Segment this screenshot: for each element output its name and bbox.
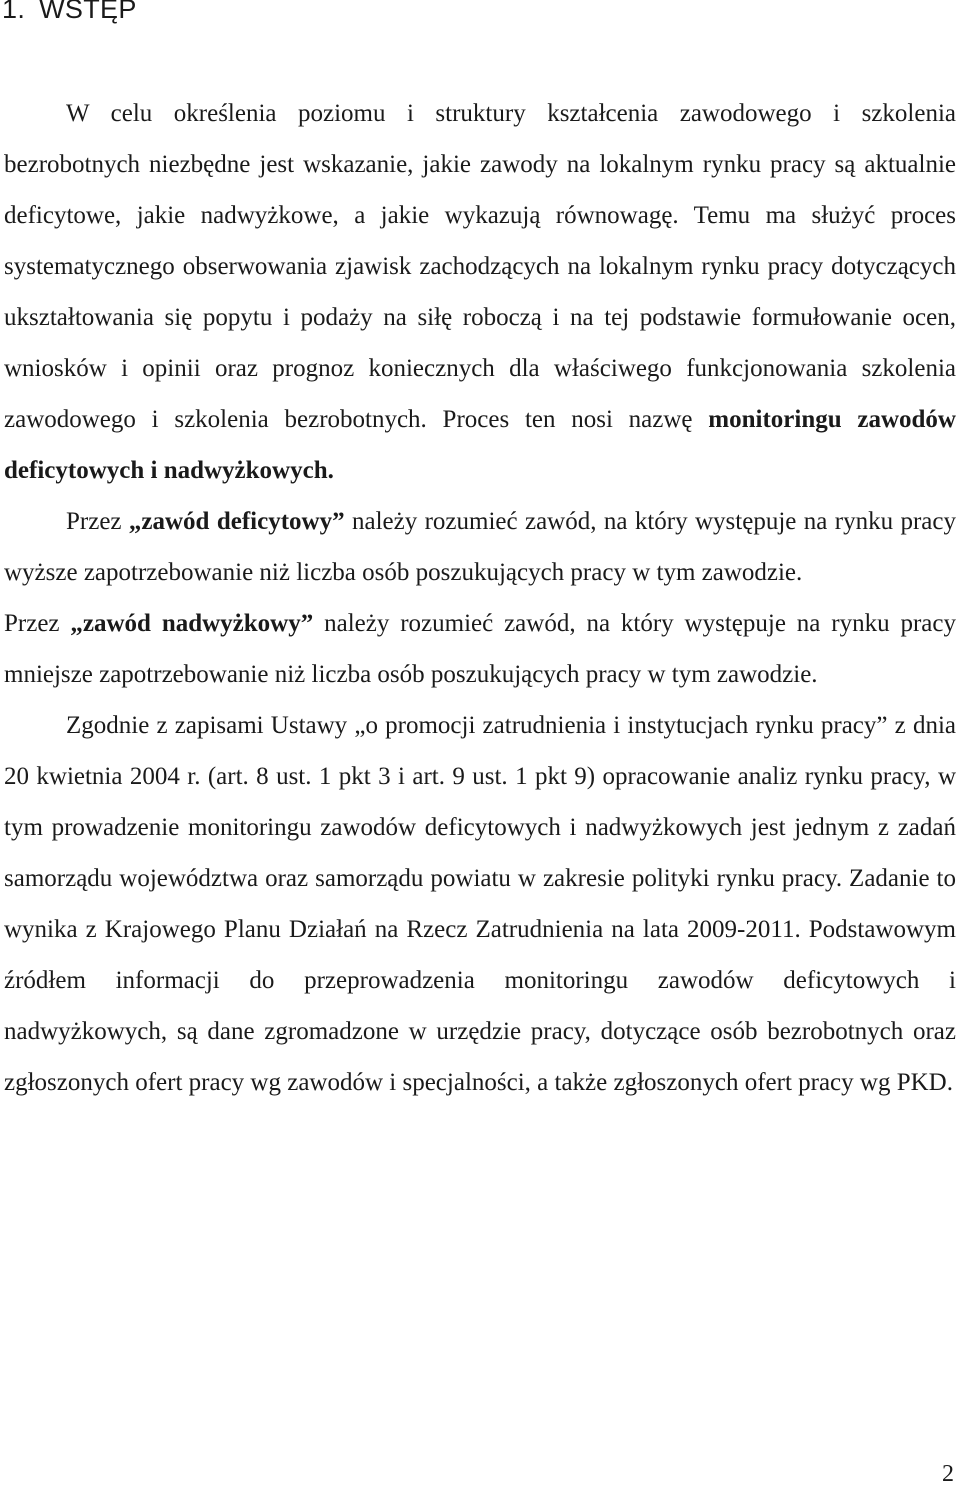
surplus-lead-text: Przez [4, 610, 71, 637]
deficit-definition-text: należy rozumieć zawód, na który występuje na rynku pracy wyższe zapotrzebowanie niż liczba osób poszukujących pracy w tym zawodzie. [4, 508, 956, 586]
deficit-lead-text: Przez [66, 508, 129, 535]
section-heading [2, 0, 137, 25]
paragraph-intro [4, 88, 956, 496]
section-number: 1. [2, 0, 26, 24]
paragraph-legal-basis [4, 700, 956, 1108]
surplus-term: „zawód nadwyżkowy” [70, 610, 314, 637]
deficit-term: „zawód deficytowy” [128, 508, 345, 535]
section-title: WSTĘP [39, 0, 137, 24]
surplus-definition-text: należy rozumieć zawód, na który występuje na rynku pracy mniejsze zapotrzebowanie niż liczba osób poszukujących pracy w tym zawodzie. [4, 610, 956, 688]
legal-basis-text: Zgodnie z zapisami Ustawy „o promocji zatrudnienia i instytucjach rynku pracy” z dnia 20 kwietnia 2004 r. (art. 8 ust. 1 pkt 3 i art. 9 ust. 1 pkt 9) opracowanie analiz rynku pracy, w tym prowadzenie monitoringu zawodów deficytowych i nadwyżkowych jest jednym z zadań samorządu województwa oraz samorządu powiatu w zakresie polityki rynku pracy. Zadanie to wynika z Krajowego Planu Działań na Rzecz Zatrudnienia na lata 2009-2011. Podstawowym źródłem informacji do przeprowadzenia monitoringu zawodów deficytowych i nadwyżkowych, są dane zgromadzone w urzędzie pracy, dotyczące osób bezrobotnych oraz zgłoszonych ofert pracy wg zawodów i specjalności, a także zgłoszonych ofert pracy wg PKD. [4, 712, 956, 1096]
paragraph-surplus-definition [4, 598, 956, 700]
page-number: 2 [942, 1461, 954, 1487]
document-body [4, 88, 956, 1108]
monitoring-term: monitoringu zawodów deficytowych i nadwyżkowych. [4, 406, 956, 484]
paragraph-deficit-definition [4, 496, 956, 598]
paragraph-intro-text: W celu określenia poziomu i struktury kształcenia zawodowego i szkolenia bezrobotnych niezbędne jest wskazanie, jakie zawody na lokalnym rynku pracy są aktualnie deficytowe, jakie nadwyżkowe, a jakie wykazują równowagę. Temu ma służyć proces systematycznego obserwowania zjawisk zachodzących na lokalnym rynku pracy dotyczących ukształtowania się popytu i podaży na siłę roboczą i na tej podstawie formułowanie ocen, wniosków i opinii oraz prognoz koniecznych dla właściwego funkcjonowania szkolenia zawodowego i szkolenia bezrobotnych. Proces ten nosi nazwę [4, 100, 956, 433]
